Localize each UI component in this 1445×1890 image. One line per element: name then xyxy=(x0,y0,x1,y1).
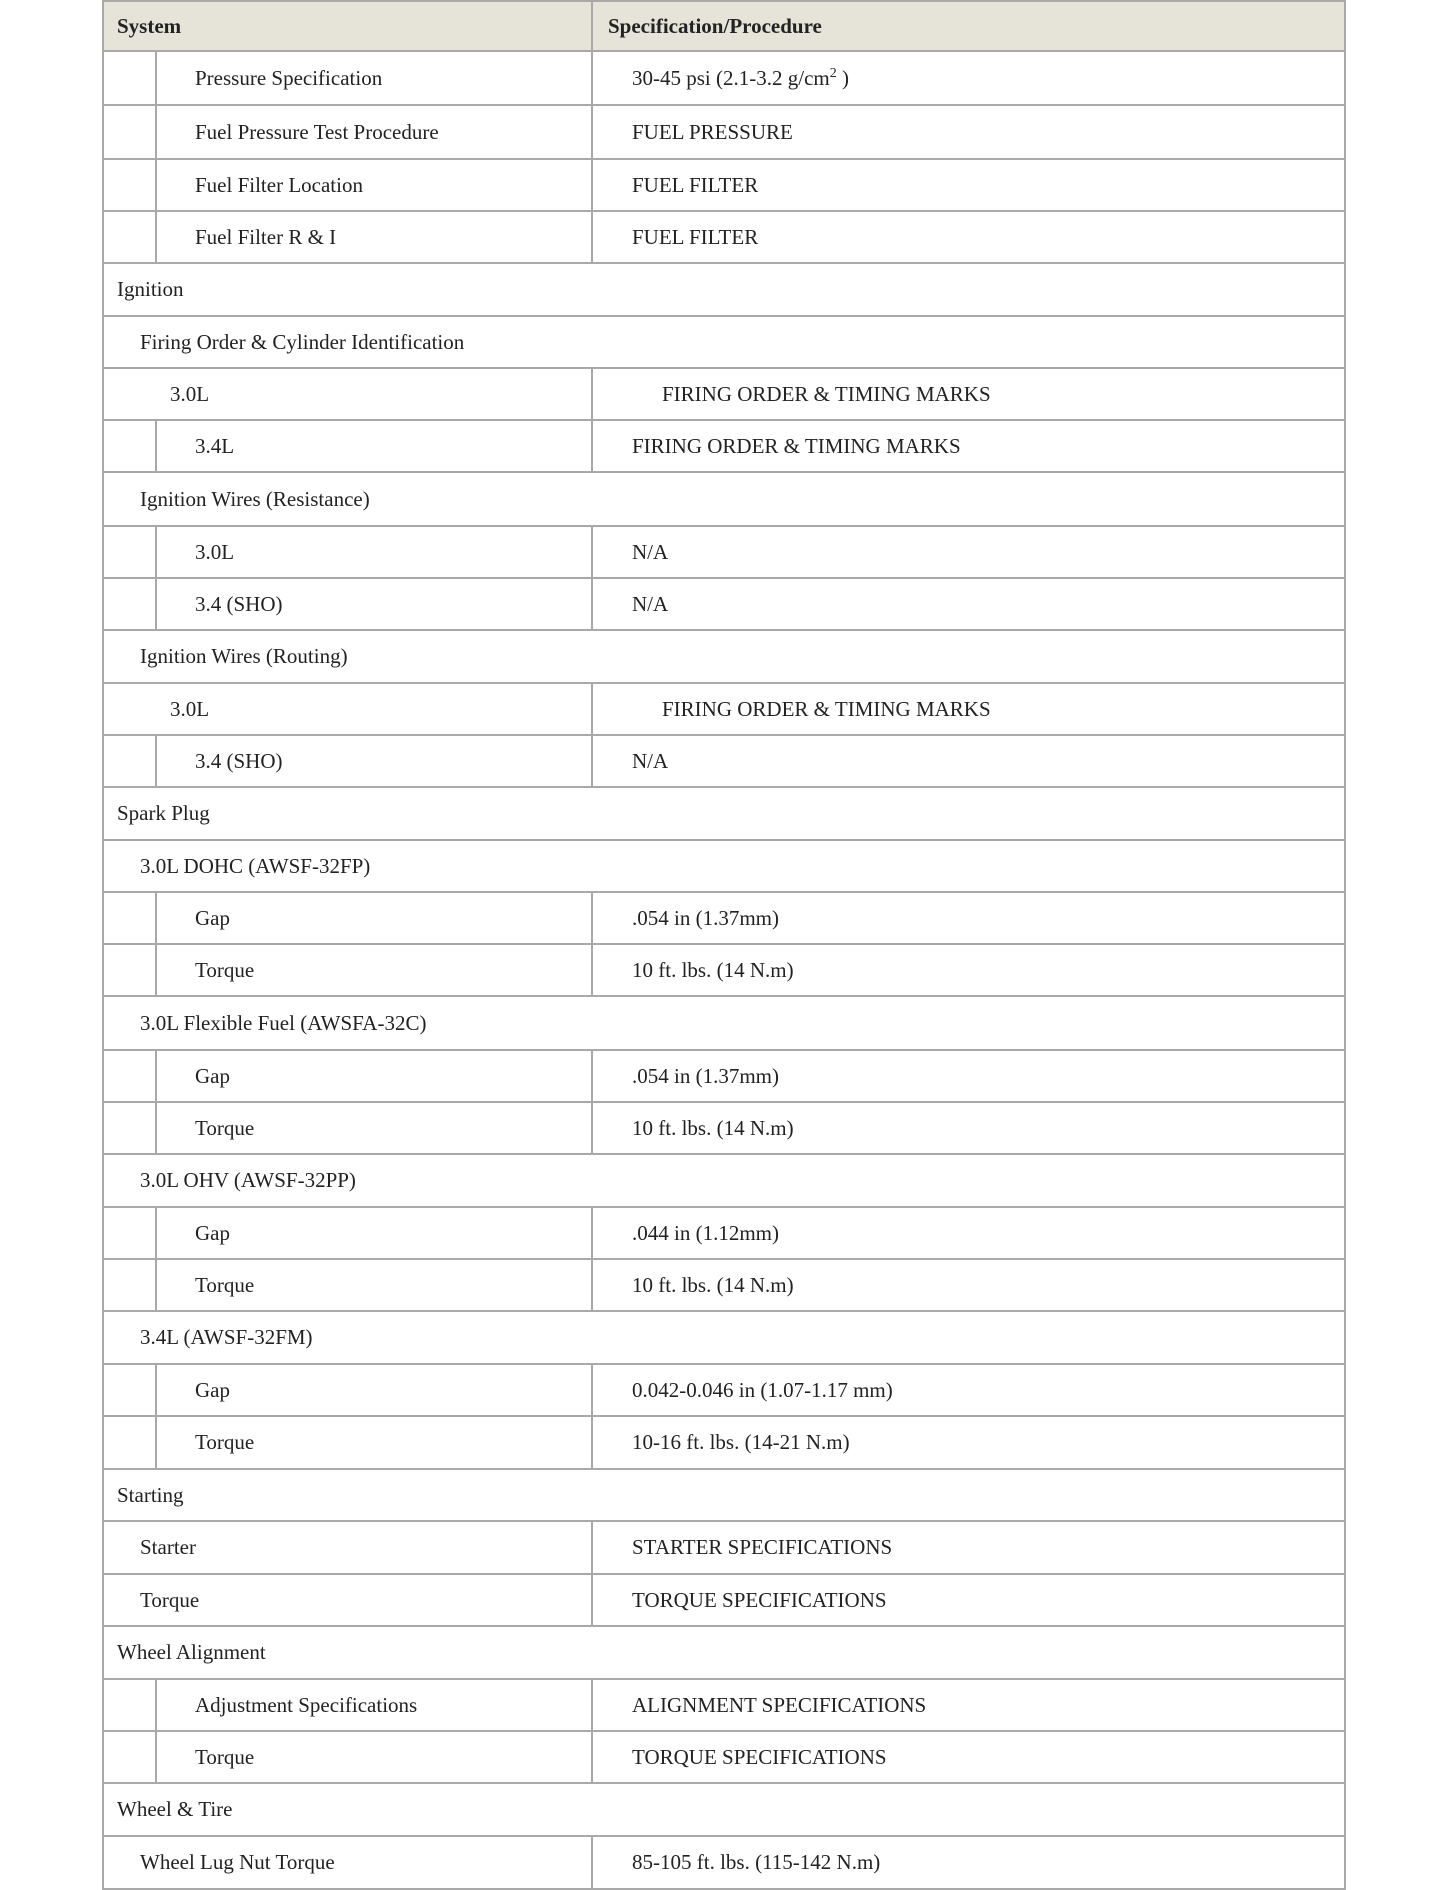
indent-wrapper xyxy=(104,1417,591,1468)
spec-value: FUEL PRESSURE xyxy=(592,105,1345,159)
item-label-cell xyxy=(103,211,592,263)
table-row xyxy=(103,1050,1345,1102)
spec-value: N/A xyxy=(592,735,1345,787)
table-row xyxy=(103,1574,1345,1626)
table-row xyxy=(103,1679,1345,1731)
table-row xyxy=(103,892,1345,944)
indent-stub xyxy=(104,1051,157,1101)
section-heading: Starting xyxy=(103,1469,1345,1521)
spec-value-main: 30-45 psi (2.1-3.2 g/cm xyxy=(632,65,830,90)
table-row xyxy=(103,1731,1345,1783)
indent-stub xyxy=(104,1103,157,1153)
spec-value: 10 ft. lbs. (14 N.m) xyxy=(592,1259,1345,1311)
item-label-cell xyxy=(103,1102,592,1154)
item-label-cell xyxy=(103,526,592,578)
spec-value: N/A xyxy=(592,578,1345,630)
table-row xyxy=(103,51,1345,105)
spec-value: 0.042-0.046 in (1.07-1.17 mm) xyxy=(592,1364,1345,1416)
item-label: 3.4 (SHO) xyxy=(195,748,283,773)
indent-wrapper xyxy=(104,945,591,995)
table-row xyxy=(103,368,1345,420)
item-label: Wheel Lug Nut Torque xyxy=(103,1836,592,1889)
item-label: Pressure Specification xyxy=(195,65,383,90)
table-row xyxy=(103,1783,1345,1836)
subsection-heading: 3.0L OHV (AWSF-32PP) xyxy=(103,1154,1345,1207)
indent-stub xyxy=(104,1680,157,1730)
indent-wrapper xyxy=(104,1365,591,1415)
indent-wrapper xyxy=(104,527,591,577)
table-row xyxy=(103,840,1345,892)
subsection-heading: 3.0L DOHC (AWSF-32FP) xyxy=(103,840,1345,892)
subsection-heading: 3.4L (AWSF-32FM) xyxy=(103,1311,1345,1364)
indent-wrapper xyxy=(104,1208,591,1258)
table-row xyxy=(103,316,1345,368)
item-label: Gap xyxy=(195,1220,230,1245)
table-row xyxy=(103,263,1345,316)
indent-wrapper xyxy=(104,1732,591,1782)
item-label-cell xyxy=(103,944,592,996)
subsection-heading: Ignition Wires (Resistance) xyxy=(103,472,1345,526)
spec-value-superscript: 2 xyxy=(829,65,837,81)
item-label: Torque xyxy=(195,1115,255,1140)
indent-stub xyxy=(104,579,157,629)
spec-value: 85-105 ft. lbs. (115-142 N.m) xyxy=(592,1836,1345,1889)
spec-value: FUEL FILTER xyxy=(592,159,1345,211)
indent-stub xyxy=(104,893,157,943)
section-heading: Spark Plug xyxy=(103,787,1345,840)
section-heading: Wheel Alignment xyxy=(103,1626,1345,1679)
indent-stub xyxy=(104,945,157,995)
table-header-row xyxy=(103,1,1345,51)
table-row xyxy=(103,159,1345,211)
indent-wrapper xyxy=(104,421,591,471)
table-row xyxy=(103,1311,1345,1364)
item-label-cell xyxy=(103,578,592,630)
spec-value: FIRING ORDER & TIMING MARKS xyxy=(592,420,1345,472)
item-label-cell xyxy=(103,1679,592,1731)
table-row xyxy=(103,1626,1345,1679)
item-label-cell xyxy=(103,1364,592,1416)
table-row xyxy=(103,683,1345,735)
table-row xyxy=(103,787,1345,840)
item-label: 3.0L xyxy=(103,683,592,735)
table-row xyxy=(103,1836,1345,1889)
indent-stub xyxy=(104,421,157,471)
spec-value: FIRING ORDER & TIMING MARKS xyxy=(592,368,1345,420)
table-body xyxy=(103,51,1345,1889)
table-row xyxy=(103,1521,1345,1574)
spec-value: TORQUE SPECIFICATIONS xyxy=(592,1574,1345,1626)
header-spec: Specification/Procedure xyxy=(592,1,1345,51)
indent-stub xyxy=(104,52,157,104)
indent-wrapper xyxy=(104,893,591,943)
indent-stub xyxy=(104,1365,157,1415)
indent-stub xyxy=(104,1732,157,1782)
table-row xyxy=(103,1416,1345,1469)
subsection-heading: Firing Order & Cylinder Identification xyxy=(103,316,1345,368)
spec-value: .054 in (1.37mm) xyxy=(592,1050,1345,1102)
indent-wrapper xyxy=(104,1680,591,1730)
table-row xyxy=(103,1102,1345,1154)
indent-stub xyxy=(104,736,157,786)
spec-value: 10-16 ft. lbs. (14-21 N.m) xyxy=(592,1416,1345,1469)
indent-wrapper xyxy=(104,1103,591,1153)
indent-wrapper xyxy=(104,160,591,210)
item-label-cell xyxy=(103,420,592,472)
item-label: 3.4 (SHO) xyxy=(195,591,283,616)
indent-stub xyxy=(104,1260,157,1310)
item-label: Torque xyxy=(195,1430,255,1454)
header-system: System xyxy=(103,1,592,51)
table-row xyxy=(103,630,1345,683)
table-row xyxy=(103,1259,1345,1311)
indent-stub xyxy=(104,1417,157,1468)
item-label: Torque xyxy=(103,1574,592,1626)
indent-wrapper xyxy=(104,212,591,262)
item-label: Gap xyxy=(195,1377,230,1402)
indent-wrapper xyxy=(104,736,591,786)
section-heading: Wheel & Tire xyxy=(103,1783,1345,1836)
item-label: Torque xyxy=(195,1272,255,1297)
item-label-cell xyxy=(103,892,592,944)
table-row xyxy=(103,578,1345,630)
table-row xyxy=(103,735,1345,787)
table-row xyxy=(103,105,1345,159)
item-label: Gap xyxy=(195,1063,230,1088)
item-label-cell xyxy=(103,1050,592,1102)
item-label-cell xyxy=(103,1731,592,1783)
specification-table xyxy=(102,0,1346,1890)
indent-wrapper xyxy=(104,579,591,629)
table-row xyxy=(103,472,1345,526)
item-label: Torque xyxy=(195,957,255,982)
table-row xyxy=(103,1469,1345,1521)
indent-wrapper xyxy=(104,106,591,158)
indent-wrapper xyxy=(104,52,591,104)
item-label: Torque xyxy=(195,1744,255,1769)
indent-stub xyxy=(104,160,157,210)
spec-value: FIRING ORDER & TIMING MARKS xyxy=(592,683,1345,735)
spec-value: 10 ft. lbs. (14 N.m) xyxy=(592,944,1345,996)
indent-stub xyxy=(104,212,157,262)
item-label-cell xyxy=(103,51,592,105)
item-label-cell xyxy=(103,1416,592,1469)
spec-value: STARTER SPECIFICATIONS xyxy=(592,1521,1345,1574)
table-row xyxy=(103,420,1345,472)
item-label: Fuel Pressure Test Procedure xyxy=(195,119,439,144)
spec-value: .054 in (1.37mm) xyxy=(592,892,1345,944)
spec-value xyxy=(592,51,1345,105)
table-row xyxy=(103,1207,1345,1259)
item-label: Gap xyxy=(195,905,230,930)
table-row xyxy=(103,996,1345,1050)
item-label-cell xyxy=(103,1259,592,1311)
item-label: 3.0L xyxy=(103,368,592,420)
spec-value: ALIGNMENT SPECIFICATIONS xyxy=(592,1679,1345,1731)
spec-value: .044 in (1.12mm) xyxy=(592,1207,1345,1259)
indent-stub xyxy=(104,527,157,577)
spec-value: TORQUE SPECIFICATIONS xyxy=(592,1731,1345,1783)
spec-value: 10 ft. lbs. (14 N.m) xyxy=(592,1102,1345,1154)
spec-value: FUEL FILTER xyxy=(592,211,1345,263)
item-label: Adjustment Specifications xyxy=(195,1692,418,1717)
item-label: Starter xyxy=(103,1521,592,1574)
item-label: 3.0L xyxy=(195,539,235,564)
item-label: Fuel Filter Location xyxy=(195,172,363,197)
indent-stub xyxy=(104,1208,157,1258)
item-label-cell xyxy=(103,105,592,159)
item-label-cell xyxy=(103,159,592,211)
item-label-cell xyxy=(103,735,592,787)
table-row xyxy=(103,1364,1345,1416)
table-row xyxy=(103,944,1345,996)
indent-wrapper xyxy=(104,1260,591,1310)
item-label-cell xyxy=(103,1207,592,1259)
spec-value-tail: ) xyxy=(836,65,849,90)
indent-stub xyxy=(104,106,157,158)
spec-value: N/A xyxy=(592,526,1345,578)
table-row xyxy=(103,526,1345,578)
subsection-heading: Ignition Wires (Routing) xyxy=(103,630,1345,683)
item-label: Fuel Filter R & I xyxy=(195,224,337,249)
subsection-heading: 3.0L Flexible Fuel (AWSFA-32C) xyxy=(103,996,1345,1050)
table-row xyxy=(103,211,1345,263)
section-heading: Ignition xyxy=(103,263,1345,316)
table-row xyxy=(103,1154,1345,1207)
indent-wrapper xyxy=(104,1051,591,1101)
item-label: 3.4L xyxy=(195,433,235,458)
